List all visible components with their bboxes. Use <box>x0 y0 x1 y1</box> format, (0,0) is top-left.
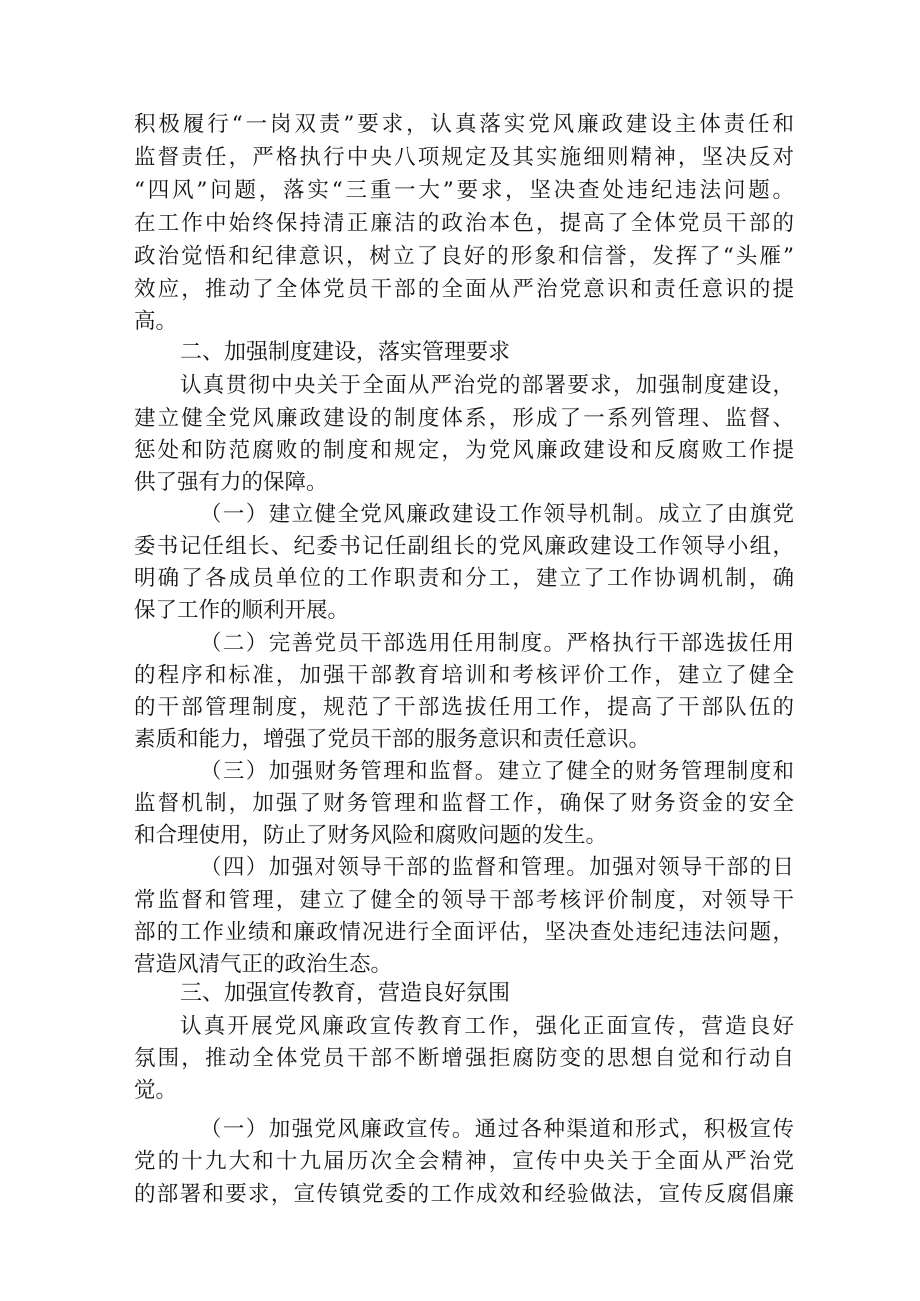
text-line: （一）加强党风廉政宣传。通过各种渠道和形式，积极宣传 <box>200 1117 794 1142</box>
text-line: 认真贯彻中央关于全面从严治党的部署要求，加强制度建设， <box>180 373 794 398</box>
text-line: （三）加强财务管理和监督。建立了健全的财务管理制度和 <box>200 759 794 784</box>
text-line: 供了强有力的保障。 <box>134 470 328 495</box>
section-heading: 三、加强宣传教育，营造良好氛围 <box>180 981 511 1006</box>
text-line: 常监督和管理，建立了健全的领导干部考核评价制度，对领导干 <box>134 888 794 913</box>
text-line: 部的工作业绩和廉政情况进行全面评估，坚决查处违纪违法问题， <box>134 920 794 945</box>
text-line: 的干部管理制度，规范了干部选拔任用工作，提高了干部队伍的 <box>134 695 794 720</box>
text-line: 监督责任，严格执行中央八项规定及其实施细则精神，坚决反对 <box>134 145 794 170</box>
text-line: 觉。 <box>134 1078 178 1103</box>
text-line: 保了工作的顺利开展。 <box>134 598 350 623</box>
text-line: （四）加强对领导干部的监督和管理。加强对领导干部的日 <box>200 855 794 880</box>
text-line: （一）建立健全党风廉政建设工作领导机制。成立了由旗党 <box>200 502 794 527</box>
text-line: 素质和能力，增强了党员干部的服务意识和责任意识。 <box>134 727 651 752</box>
text-line: “四风”问题，落实“三重一大”要求，坚决查处违纪违法问题。 <box>134 178 794 203</box>
text-line: 党的十九大和十九届历次全会精神，宣传中央关于全面从严治党 <box>134 1149 794 1174</box>
text-line: 政治觉悟和纪律意识，树立了良好的形象和信誉，发挥了“头雁” <box>134 244 794 269</box>
text-line: 的部署和要求，宣传镇党委的工作成效和经验做法，宣传反腐倡廉 <box>134 1182 794 1207</box>
text-line: 监督机制，加强了财务管理和监督工作，确保了财务资金的安全 <box>134 791 794 816</box>
text-line: 高。 <box>134 309 178 334</box>
text-line: 建立健全党风廉政建设的制度体系，形成了一系列管理、监督、 <box>134 406 794 431</box>
text-line: 效应，推动了全体党员干部的全面从严治党意识和责任意识的提 <box>134 277 794 302</box>
text-line: 和合理使用，防止了财务风险和腐败问题的发生。 <box>134 823 608 848</box>
text-line: 认真开展党风廉政宣传教育工作，强化正面宣传，营造良好 <box>180 1014 794 1039</box>
text-line: 积极履行“一岗双责”要求，认真落实党风廉政建设主体责任和 <box>134 112 794 137</box>
text-line: （二）完善党员干部选用任用制度。严格执行干部选拔任用 <box>200 631 794 656</box>
section-heading: 二、加强制度建设，落实管理要求 <box>180 340 511 365</box>
text-line: 在工作中始终保持清正廉洁的政治本色，提高了全体党员干部的 <box>134 211 794 236</box>
text-line: 委书记任组长、纪委书记任副组长的党风廉政建设工作领导小组， <box>134 534 794 559</box>
text-line: 氛围，推动全体党员干部不断增强拒腐防变的思想自觉和行动自 <box>134 1046 794 1071</box>
text-line: 的程序和标准，加强干部教育培训和考核评价工作，建立了健全 <box>134 663 794 688</box>
text-line: 惩处和防范腐败的制度和规定，为党风廉政建设和反腐败工作提 <box>134 438 794 463</box>
text-line: 明确了各成员单位的工作职责和分工，建立了工作协调机制，确 <box>134 566 794 591</box>
text-line: 营造风清气正的政治生态。 <box>134 952 393 977</box>
